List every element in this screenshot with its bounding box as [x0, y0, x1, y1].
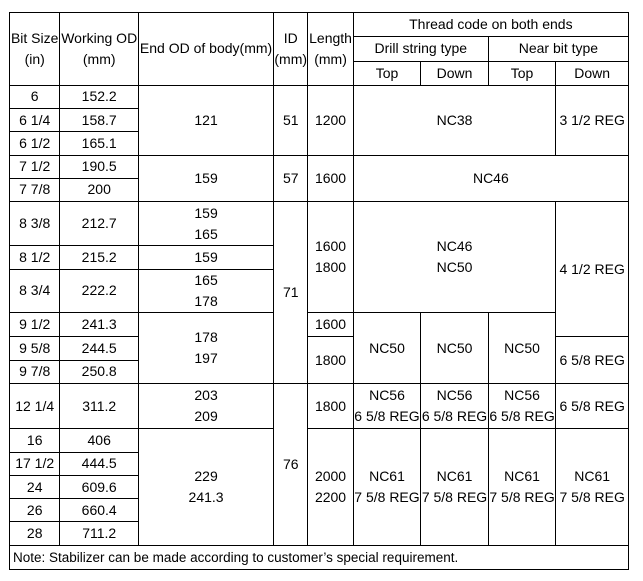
- header-thread-code: Thread code on both ends: [353, 13, 628, 37]
- thread-drill-top-cell: NC56 6 5/8 REG: [353, 383, 421, 428]
- working-od-cell: 244.5: [60, 337, 139, 360]
- working-od-cell: 190.5: [60, 155, 139, 178]
- thread-near-top-cell: NC56 6 5/8 REG: [488, 383, 556, 428]
- header-near-bit-type: Near bit type: [488, 37, 628, 61]
- end-od-cell: 203 209: [139, 383, 274, 428]
- bit-size-cell: 6 1/2: [10, 132, 60, 155]
- working-od-cell: 158.7: [60, 109, 139, 132]
- id-cell: 76: [274, 383, 308, 545]
- working-od-cell: 222.2: [60, 269, 139, 312]
- bit-size-cell: 17 1/2: [10, 452, 60, 475]
- working-od-cell: 215.2: [60, 246, 139, 269]
- bit-size-cell: 16: [10, 429, 60, 452]
- id-cell: 71: [274, 202, 308, 384]
- thread-drill-top-cell: NC50: [353, 313, 421, 384]
- working-od-cell: 711.2: [60, 522, 139, 545]
- bit-size-cell: 8 3/4: [10, 269, 60, 312]
- header-drill-top: Top: [353, 61, 421, 85]
- working-od-cell: 660.4: [60, 499, 139, 522]
- end-od-cell: 159: [139, 155, 274, 202]
- header-bit-size: Bit Size (in): [10, 13, 60, 86]
- working-od-cell: 609.6: [60, 475, 139, 498]
- thread-drill-down-cell: NC50: [421, 313, 489, 384]
- header-end-od: End OD of body(mm): [139, 13, 274, 86]
- end-od-cell: 229 241.3: [139, 429, 274, 545]
- header-drill-string-type: Drill string type: [353, 37, 488, 61]
- end-od-cell: 121: [139, 85, 274, 155]
- note-text: Note: Stabilizer can be made according to customer’s special requirement.: [10, 545, 629, 569]
- header-length: Length (mm): [308, 13, 353, 86]
- length-cell: 1600: [308, 155, 353, 202]
- bit-size-cell: 6: [10, 85, 60, 108]
- thread-nc38-cell: NC38: [353, 85, 556, 155]
- working-od-cell: 406: [60, 429, 139, 452]
- bit-size-cell: 12 1/4: [10, 383, 60, 428]
- end-od-cell: 159 165: [139, 202, 274, 246]
- thread-nc46-cell: NC46: [353, 155, 628, 202]
- bit-size-cell: 9 1/2: [10, 313, 60, 337]
- bit-size-cell: 9 7/8: [10, 360, 60, 383]
- working-od-cell: 250.8: [60, 360, 139, 383]
- bit-size-cell: 24: [10, 475, 60, 498]
- header-near-top: Top: [488, 61, 556, 85]
- thread-near-down-cell: 4 1/2 REG: [556, 202, 629, 337]
- thread-drill-down-cell: NC56 6 5/8 REG: [421, 383, 489, 428]
- header-id: ID (mm): [274, 13, 308, 86]
- thread-drill-top-cell: NC61 7 5/8 REG: [353, 429, 421, 545]
- bit-size-cell: 28: [10, 522, 60, 545]
- working-od-cell: 152.2: [60, 85, 139, 108]
- thread-near-top-cell: NC50: [488, 313, 556, 384]
- end-od-cell: 165 178: [139, 269, 274, 312]
- header-working-od: Working OD (mm): [60, 13, 139, 86]
- bit-size-cell: 7 7/8: [10, 178, 60, 201]
- length-cell: 1200: [308, 85, 353, 155]
- id-cell: 57: [274, 155, 308, 202]
- thread-drill-down-cell: NC61 7 5/8 REG: [421, 429, 489, 545]
- header-drill-down: Down: [421, 61, 489, 85]
- thread-near-top-cell: NC61 7 5/8 REG: [488, 429, 556, 545]
- id-cell: 51: [274, 85, 308, 155]
- bit-size-cell: 7 1/2: [10, 155, 60, 178]
- bit-size-cell: 6 1/4: [10, 109, 60, 132]
- thread-nc46-nc50-cell: NC46 NC50: [353, 202, 556, 313]
- end-od-cell: 178 197: [139, 313, 274, 384]
- working-od-cell: 311.2: [60, 383, 139, 428]
- working-od-cell: 212.7: [60, 202, 139, 246]
- length-cell: 1800: [308, 337, 353, 384]
- thread-near-down-cell: NC61 7 5/8 REG: [556, 429, 629, 545]
- working-od-cell: 241.3: [60, 313, 139, 337]
- working-od-cell: 200: [60, 178, 139, 201]
- end-od-cell: 159: [139, 246, 274, 269]
- thread-near-down-cell: 6 5/8 REG: [556, 383, 629, 428]
- length-cell: 1600: [308, 313, 353, 337]
- bit-size-cell: 26: [10, 499, 60, 522]
- thread-near-down-cell: 3 1/2 REG: [556, 85, 629, 155]
- header-near-down: Down: [556, 61, 629, 85]
- bit-size-cell: 9 5/8: [10, 337, 60, 360]
- length-cell: 1800: [308, 383, 353, 428]
- working-od-cell: 444.5: [60, 452, 139, 475]
- length-cell: 1600 1800: [308, 202, 353, 313]
- working-od-cell: 165.1: [60, 132, 139, 155]
- bit-size-cell: 8 1/2: [10, 246, 60, 269]
- length-cell: 2000 2200: [308, 429, 353, 545]
- stabilizer-spec-table: [9, 12, 629, 570]
- thread-near-down-cell: 6 5/8 REG: [556, 337, 629, 384]
- bit-size-cell: 8 3/8: [10, 202, 60, 246]
